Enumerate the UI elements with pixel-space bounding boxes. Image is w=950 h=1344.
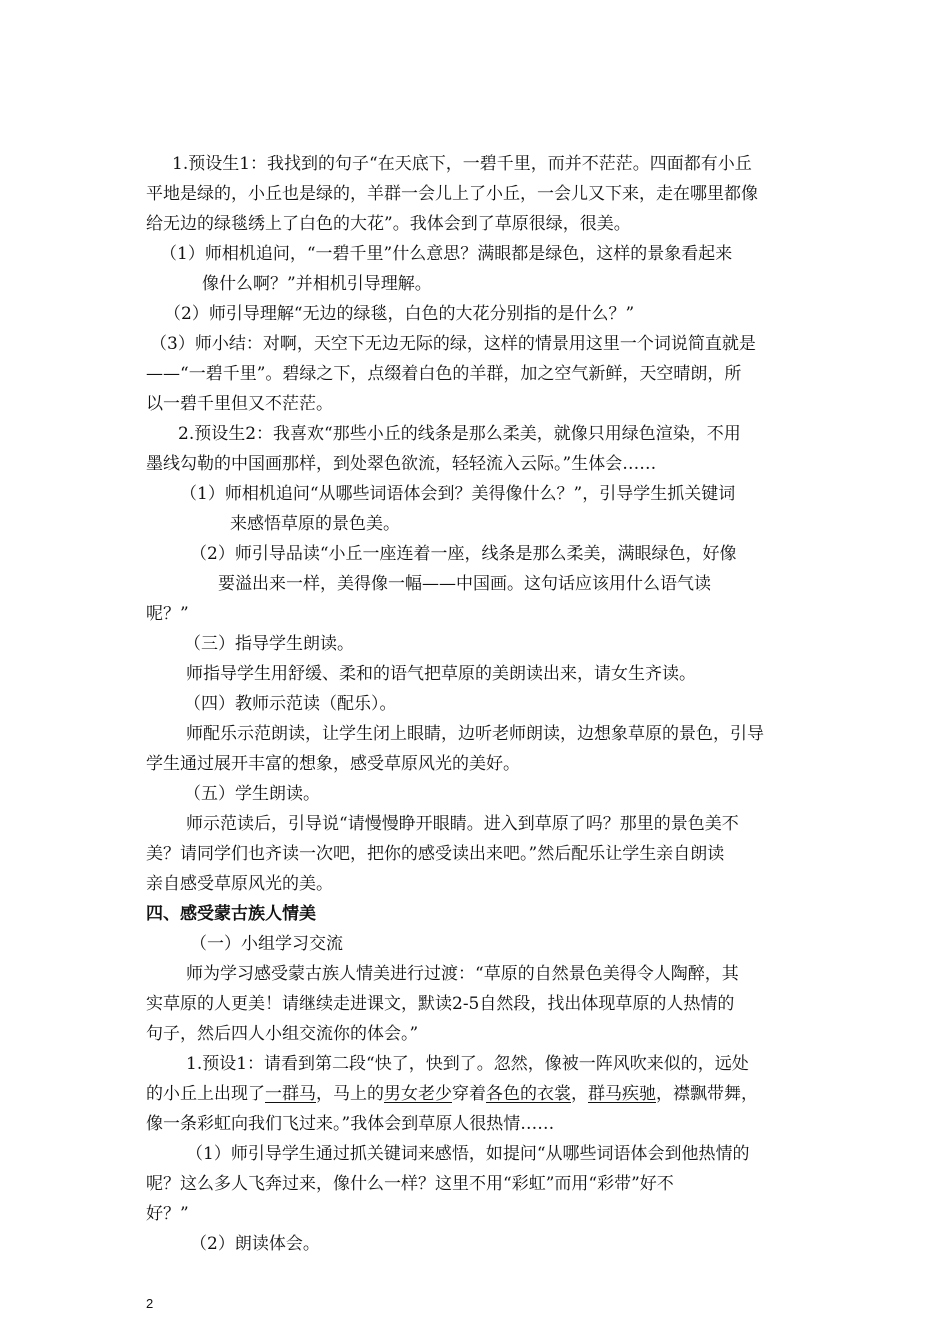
keyword-underlined: 一群马 xyxy=(265,1084,316,1104)
text-line: 实草原的人更美！请继续走进课文，默读2-5自然段，找出体现草原的人热情的 xyxy=(146,994,735,1014)
section-heading: 四、感受蒙古族人情美 xyxy=(146,904,316,924)
keyword-underlined: 各色的衣裳 xyxy=(486,1084,571,1104)
text-line: 亲自感受草原风光的美。 xyxy=(146,874,333,894)
text-segment: ，马上的 xyxy=(316,1084,384,1104)
text-line: 墨线勾勒的中国画那样，到处翠色欲流，轻轻流入云际。”生体会…… xyxy=(146,454,657,474)
text-line: 美？请同学们也齐读一次吧，把你的感受读出来吧。”然后配乐让学生亲自朗读 xyxy=(146,844,725,864)
text-line: （2）师引导品读“小丘一座连着一座，线条是那么柔美，满眼绿色，好像 xyxy=(190,544,737,564)
text-line: 师示范读后，引导说“请慢慢睁开眼睛。进入到草原了吗？那里的景色美不 xyxy=(186,814,739,834)
page-number: 2 xyxy=(146,1296,154,1311)
text-line: 来感悟草原的景色美。 xyxy=(230,514,400,534)
text-line: 学生通过展开丰富的想象，感受草原风光的美好。 xyxy=(146,754,520,774)
keyword-underlined: 男女老少 xyxy=(384,1084,452,1104)
text-line-with-keywords xyxy=(146,1084,758,1104)
text-line: （一）小组学习交流 xyxy=(190,934,343,954)
text-line: 像一条彩虹向我们飞过来。”我体会到草原人很热情…… xyxy=(146,1114,555,1134)
text-line: 1.预设1：请看到第二段“快了，快到了。忽然，像被一阵风吹来似的，远处 xyxy=(186,1054,749,1074)
text-line: 给无边的绿毯绣上了白色的大花”。我体会到了草原很绿，很美。 xyxy=(146,214,631,234)
text-line: （2）师引导理解“无边的绿毯，白色的大花分别指的是什么？” xyxy=(164,304,635,324)
text-line: （2）朗读体会。 xyxy=(190,1234,320,1254)
text-line: （五）学生朗读。 xyxy=(184,784,320,804)
text-line: （3）师小结：对啊，天空下无边无际的绿，这样的情景用这里一个词说简直就是 xyxy=(150,334,756,354)
text-line: 1.预设生1：我找到的句子“在天底下，一碧千里，而并不茫茫。四面都有小丘 xyxy=(172,154,752,174)
text-line: （三）指导学生朗读。 xyxy=(184,634,354,654)
text-segment: ， xyxy=(571,1084,588,1104)
text-line: 句子，然后四人小组交流你的体会。” xyxy=(146,1024,419,1044)
text-line: 呢？这么多人飞奔过来，像什么一样？这里不用“彩虹”而用“彩带”好不 xyxy=(146,1174,674,1194)
text-line: 师配乐示范朗读，让学生闭上眼睛，边听老师朗读，边想象草原的景色，引导 xyxy=(186,724,764,744)
text-line: （1）师相机追问，“一碧千里”什么意思？满眼都是绿色，这样的景象看起来 xyxy=(160,244,733,264)
text-line: 呢？” xyxy=(146,604,189,624)
text-line: （1）师相机追问“从哪些词语体会到？美得像什么？”，引导学生抓关键词 xyxy=(180,484,736,504)
text-line: （1）师引导学生通过抓关键词来感悟，如提问“从哪些词语体会到他热情的 xyxy=(186,1144,750,1164)
text-line: ——“一碧千里”。碧绿之下，点缀着白色的羊群，加之空气新鲜，天空晴朗，所 xyxy=(146,364,742,384)
text-line: 师为学习感受蒙古族人情美进行过渡：“草原的自然景色美得令人陶醉，其 xyxy=(186,964,739,984)
text-segment: 穿着 xyxy=(452,1084,486,1104)
text-line: 好？” xyxy=(146,1204,189,1224)
text-line: 像什么啊？”并相机引导理解。 xyxy=(202,274,432,294)
text-segment: 的小丘上出现了 xyxy=(146,1084,265,1104)
text-segment: ，襟飘带舞， xyxy=(656,1084,758,1104)
text-line: 要溢出来一样，美得像一幅——中国画。这句话应该用什么语气读 xyxy=(218,574,711,594)
text-line: 师指导学生用舒缓、柔和的语气把草原的美朗读出来，请女生齐读。 xyxy=(186,664,696,684)
text-line: 平地是绿的，小丘也是绿的，羊群一会儿上了小丘，一会儿又下来，走在哪里都像 xyxy=(146,184,758,204)
keyword-underlined: 群马疾驰 xyxy=(588,1084,656,1104)
text-line: 以一碧千里但又不茫茫。 xyxy=(146,394,333,414)
text-line: （四）教师示范读（配乐）。 xyxy=(184,694,397,714)
text-line: 2.预设生2：我喜欢“那些小丘的线条是那么柔美，就像只用绿色渲染，不用 xyxy=(178,424,741,444)
